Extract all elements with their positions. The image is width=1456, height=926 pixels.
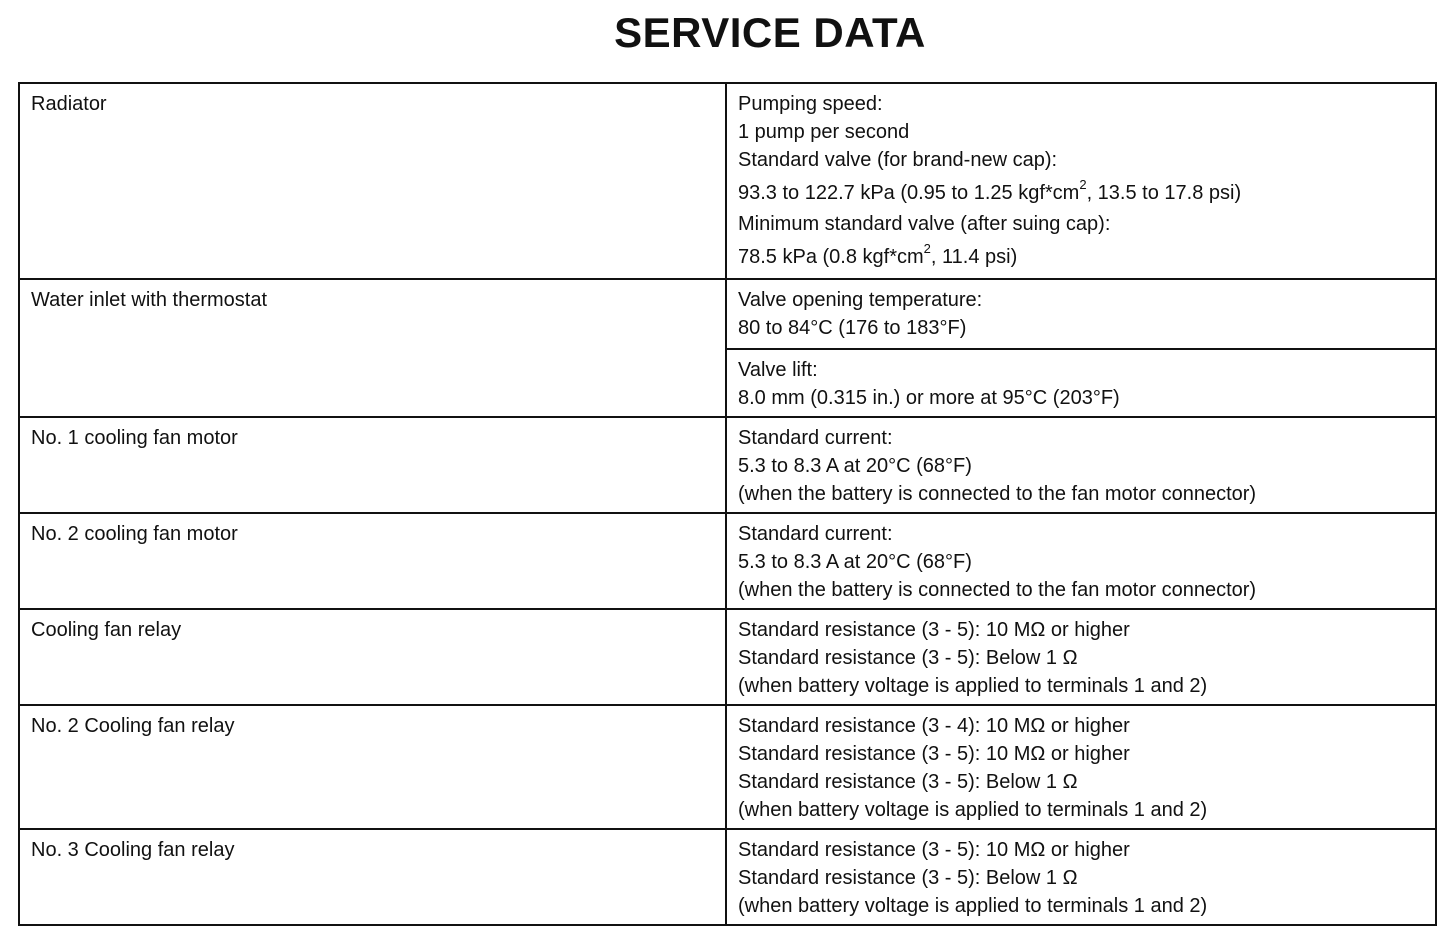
component-cell xyxy=(19,829,726,925)
spec-line: Valve opening temperature: xyxy=(738,289,983,311)
spec-cell xyxy=(726,417,1436,513)
spec-cell xyxy=(726,83,1436,279)
component-name: No. 2 cooling fan motor xyxy=(31,523,238,545)
page-title: SERVICE DATA xyxy=(614,9,926,56)
spec-line: Valve lift: xyxy=(738,359,818,381)
spec-line: 80 to 84°C (176 to 183°F) xyxy=(738,317,967,339)
component-cell xyxy=(19,417,726,513)
spec-line: (when the battery is connected to the fan motor connector) xyxy=(738,579,1257,601)
component-name: No. 1 cooling fan motor xyxy=(31,427,238,449)
spec-cell xyxy=(726,829,1436,925)
spec-line: (when battery voltage is applied to terminals 1 and 2) xyxy=(738,895,1208,917)
spec-cell xyxy=(726,279,1436,417)
spec-line: Minimum standard valve (after suing cap): xyxy=(738,213,1111,235)
spec-line: Standard resistance (3 - 5): Below 1 Ω xyxy=(738,771,1078,793)
spec-line: Standard resistance (3 - 4): 10 MΩ or higher xyxy=(738,715,1130,737)
component-name: Cooling fan relay xyxy=(31,619,182,641)
table-row xyxy=(19,83,1436,279)
table-row xyxy=(19,417,1436,513)
spec-line: Standard current: xyxy=(738,427,893,449)
component-cell xyxy=(19,705,726,829)
component-name: No. 3 Cooling fan relay xyxy=(31,839,235,861)
spec-line: Standard resistance (3 - 5): 10 MΩ or higher xyxy=(738,743,1130,765)
table-row xyxy=(19,609,1436,705)
component-cell xyxy=(19,609,726,705)
spec-line: 1 pump per second xyxy=(738,121,910,143)
spec-line xyxy=(738,238,1425,274)
superscript: 2 xyxy=(923,241,931,257)
spec-subrow xyxy=(738,286,1425,342)
spec-cell xyxy=(726,705,1436,829)
table-row xyxy=(19,705,1436,829)
spec-line: Standard resistance (3 - 5): Below 1 Ω xyxy=(738,647,1078,669)
spec-cell xyxy=(726,513,1436,609)
spec-line: Standard valve (for brand-new cap): xyxy=(738,149,1058,171)
component-name: No. 2 Cooling fan relay xyxy=(31,715,235,737)
spec-line: Standard resistance (3 - 5): 10 MΩ or higher xyxy=(738,839,1130,861)
component-cell xyxy=(19,513,726,609)
spec-cell xyxy=(726,609,1436,705)
table-row xyxy=(19,513,1436,609)
spec-text: , 11.4 psi) xyxy=(930,246,1018,268)
service-data-table xyxy=(18,82,1437,926)
spec-line xyxy=(738,174,1425,210)
component-name: Radiator xyxy=(31,93,107,115)
spec-line: Standard current: xyxy=(738,523,893,545)
spec-line: (when battery voltage is applied to terminals 1 and 2) xyxy=(738,799,1208,821)
spec-line: (when the battery is connected to the fan motor connector) xyxy=(738,483,1257,505)
table-row xyxy=(19,279,1436,417)
component-cell xyxy=(19,279,726,417)
spec-line: 5.3 to 8.3 A at 20°C (68°F) xyxy=(738,551,972,573)
spec-text: 93.3 to 122.7 kPa (0.95 to 1.25 kgf*cm xyxy=(738,182,1080,204)
superscript: 2 xyxy=(1079,177,1087,193)
spec-line: Standard resistance (3 - 5): 10 MΩ or higher xyxy=(738,619,1130,641)
spec-line: 5.3 to 8.3 A at 20°C (68°F) xyxy=(738,455,972,477)
spec-text: 78.5 kPa (0.8 kgf*cm xyxy=(738,246,924,268)
spec-subrow xyxy=(727,348,1435,412)
component-cell xyxy=(19,83,726,279)
spec-line: 8.0 mm (0.315 in.) or more at 95°C (203°F) xyxy=(738,387,1120,409)
spec-text: , 13.5 to 17.8 psi) xyxy=(1086,182,1242,204)
spec-line: Standard resistance (3 - 5): Below 1 Ω xyxy=(738,867,1078,889)
table-row xyxy=(19,829,1436,925)
spec-line: Pumping speed: xyxy=(738,93,883,115)
component-name: Water inlet with thermostat xyxy=(31,289,268,311)
spec-line: (when battery voltage is applied to terminals 1 and 2) xyxy=(738,675,1208,697)
